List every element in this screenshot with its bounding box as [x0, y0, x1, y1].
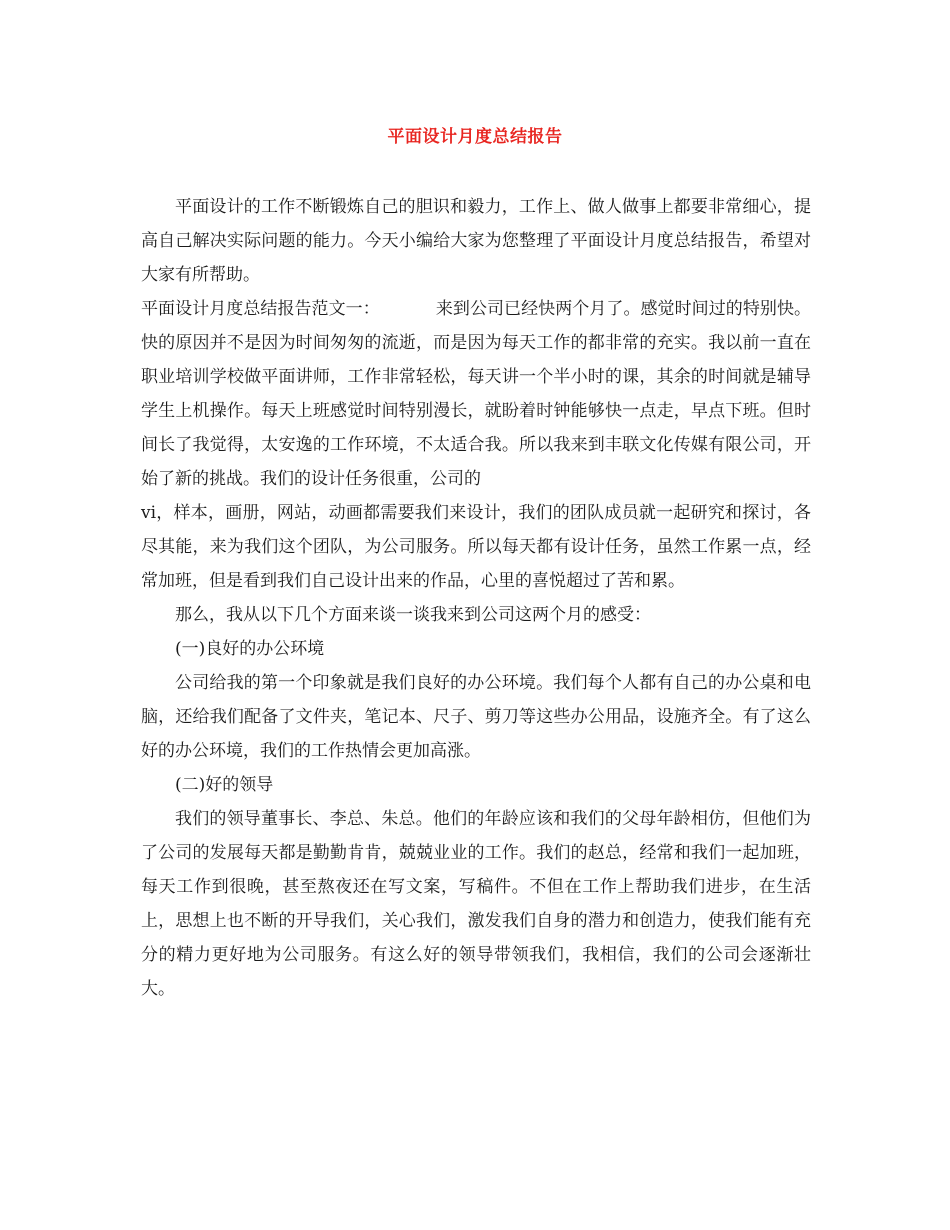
sample-paragraph: [141, 292, 811, 496]
transition-paragraph: 那么，我从以下几个方面来谈一谈我来到公司这两个月的感受：: [175, 605, 651, 625]
sample-paragraph-continued: vi，样本，画册，网站，动画都需要我们来设计，我们的团队成员就一起研究和探讨，各尽其能，来为我们这个团队，为公司服务。所以每天都有设计任务，虽然工作累一点，经常加班，但是看到我们自己设计出来的作品，心里的喜悦超过了苦和累。: [141, 503, 811, 591]
section-paragraph-1: 公司给我的第一个印象就是我们良好的办公环境。我们每个人都有自己的办公桌和电脑，还给我们配备了文件夹，笔记本、尺子、剪刀等这些办公用品，设施齐全。有了这么好的办公环境，我们的工作热情会更加高涨。: [141, 673, 811, 761]
section-paragraph-2: 我们的领导董事长、李总、朱总。他们的年龄应该和我们的父母年龄相仿，但他们为了公司的发展每天都是勤勤肯肯，兢兢业业的工作。我们的赵总，经常和我们一起加班，每天工作到很晚，甚至熬夜还在写文案，写稿件。不但在工作上帮助我们进步，在生活上，思想上也不断的开导我们，关心我们，激发我们自身的潜力和创造力，使我们能有充分的精力更好地为公司服务。有这么好的领导带领我们，我相信，我们的公司会逐渐壮大。: [141, 809, 811, 999]
sample-body: 来到公司已经快两个月了。感觉时间过的特别快。快的原因并不是因为时间匆匆的流逝，而是因为每天工作的都非常的充实。我以前一直在职业培训学校做平面讲师，工作非常轻松，每天讲一个半小时的课，其余的时间就是辅导学生上机操作。每天上班感觉时间特别漫长，就盼着时钟能够快一点走，早点下班。但时间长了我觉得，太安逸的工作环境，不太适合我。所以我来到丰联文化传媒有限公司，开始了新的挑战。我们的设计任务很重，公司的: [141, 299, 812, 489]
section-heading-1: (一)良好的办公环境: [175, 639, 325, 659]
section-heading-2: (二)好的领导: [175, 775, 274, 795]
document-title: 平面设计月度总结报告: [387, 127, 563, 147]
intro-paragraph: 平面设计的工作不断锻炼自己的胆识和毅力，工作上、做人做事上都要非常细心，提高自己解决实际问题的能力。今天小编给大家为您整理了平面设计月度总结报告，希望对大家有所帮助。: [141, 197, 811, 285]
document-body: [141, 190, 811, 1006]
sample-label: 平面设计月度总结报告范文一：: [141, 299, 380, 319]
